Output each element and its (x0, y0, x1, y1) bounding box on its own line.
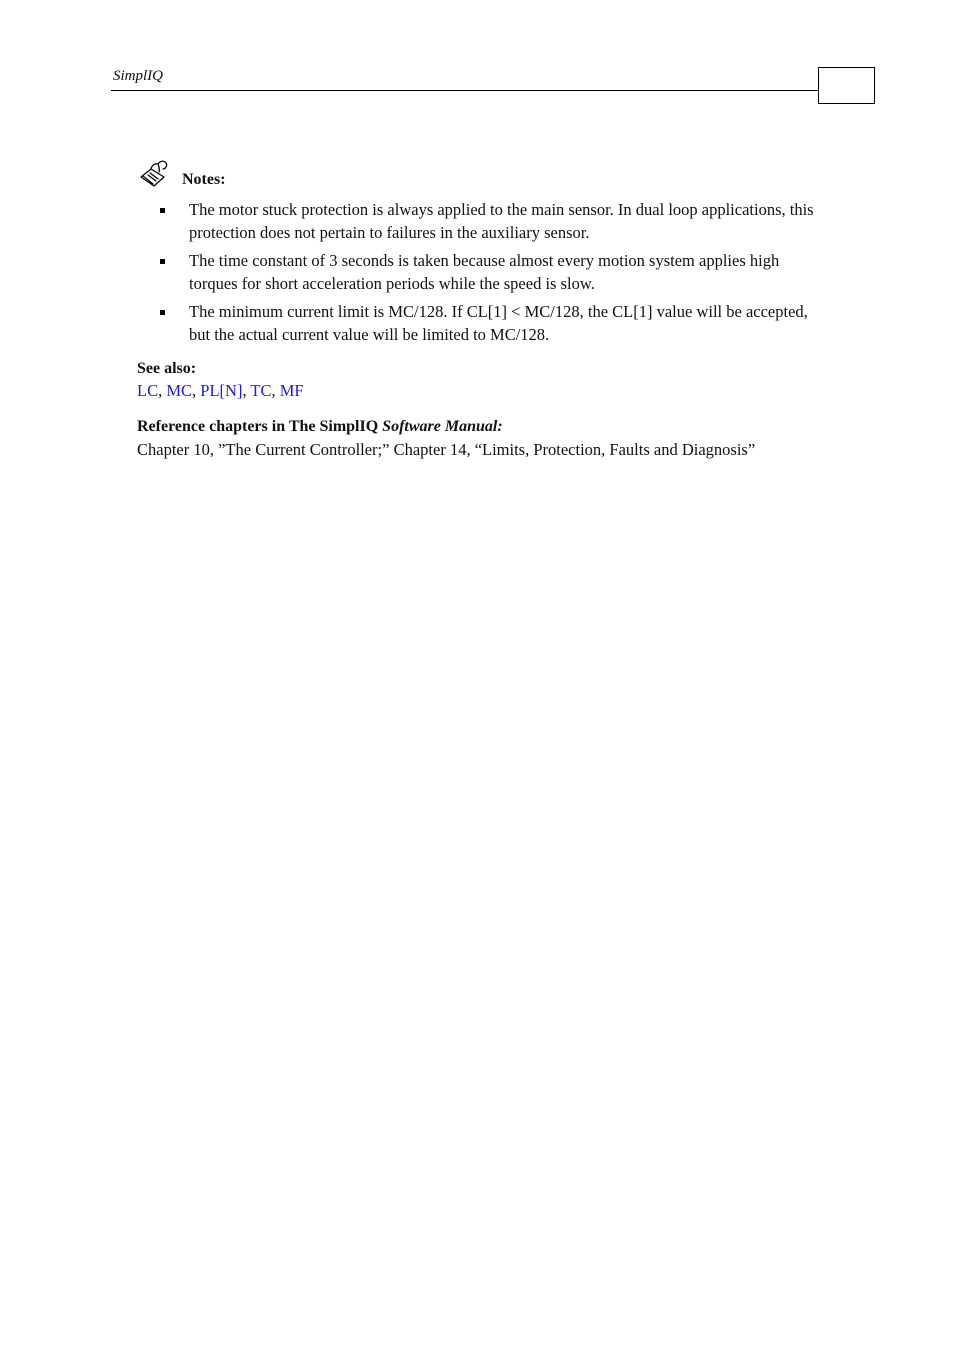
list-item (160, 301, 825, 346)
bullet-marker (160, 259, 165, 264)
header-rule (111, 90, 819, 91)
reference-heading-bold: Reference chapters in The SimplIQ (137, 418, 383, 435)
bullet-marker (160, 208, 165, 213)
bullet-marker (160, 310, 165, 315)
reference-text: Chapter 10, ”The Current Controller;” Chapter 14, “Limits, Protection, Faults and Diagnosis” (137, 440, 756, 459)
note-text: The time constant of 3 seconds is taken because almost every motion system applies high torques for short acceleration periods while the speed is slow. (189, 251, 780, 293)
link-mf[interactable]: MF (279, 381, 304, 400)
link-pl-n[interactable]: PL[N] (200, 381, 243, 400)
link-lc[interactable]: LC (137, 381, 159, 400)
separator: , (242, 381, 251, 400)
reference-heading (137, 418, 503, 436)
link-mc[interactable]: MC (166, 381, 193, 400)
separator: , (271, 381, 280, 400)
separator: , (158, 381, 167, 400)
see-also-label: See also: (137, 360, 197, 377)
header-title: SimplIQ (113, 68, 163, 84)
note-text: The motor stuck protection is always applied to the main sensor. In dual loop applications, this protection does not pertain to failures in the auxiliary sensor. (189, 200, 814, 242)
separator: , (192, 381, 201, 400)
notes-list (160, 199, 825, 352)
list-item (160, 250, 825, 295)
page-number-box (818, 67, 875, 104)
link-tc[interactable]: TC (250, 381, 272, 400)
notes-label: Notes: (182, 171, 226, 188)
reference-heading-italic: Software Manual: (382, 418, 503, 435)
note-hand-icon (138, 157, 170, 189)
see-also-links (137, 381, 304, 401)
list-item (160, 199, 825, 244)
note-text: The minimum current limit is MC/128. If CL[1] < MC/128, the CL[1] value will be accepted, but the actual current value will be limited to MC/128. (189, 302, 808, 344)
